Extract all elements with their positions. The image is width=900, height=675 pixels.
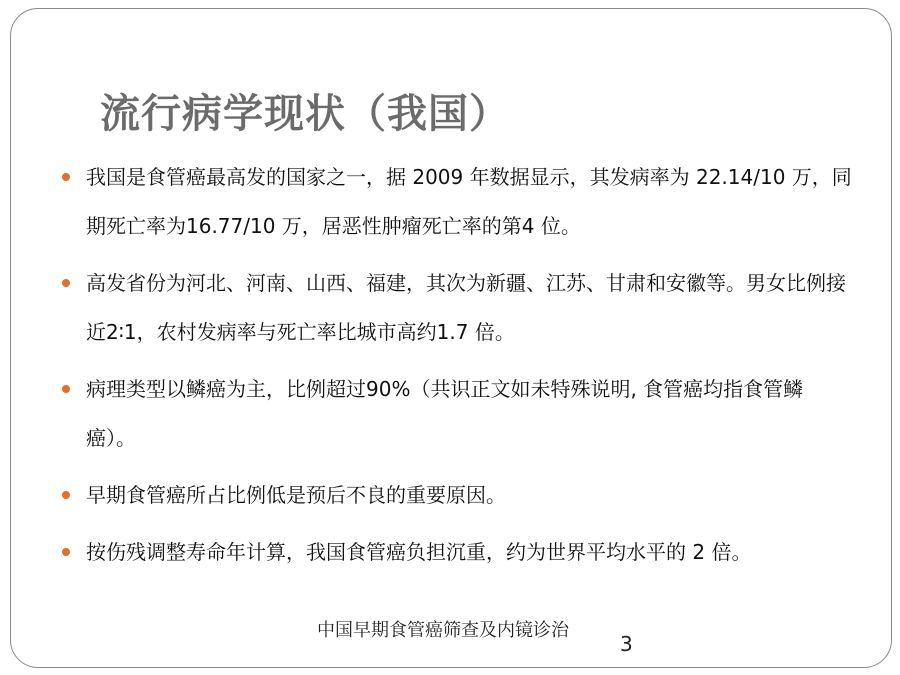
bullet-text: 我国是食管癌最高发的国家之一，据 2009 年数据显示，其发病率为 22.14/10 万，同期死亡率为16.77/10 万，居恶性肿瘤死亡率的第4 位。 xyxy=(86,165,852,238)
bullet-dot-icon xyxy=(62,548,70,556)
bullet-item xyxy=(62,365,852,463)
bullet-dot-icon xyxy=(62,491,70,499)
bullet-text: 高发省份为河北、河南、山西、福建，其次为新疆、江苏、甘肃和安徽等。男女比例接近2∶1，农村发病率与死亡率比城市高约1.7 倍。 xyxy=(86,271,846,344)
bullet-dot-icon xyxy=(62,385,70,393)
bullet-text: 按伤残调整寿命年计算，我国食管癌负担沉重，约为世界平均水平的 2 倍。 xyxy=(86,540,752,564)
slide-title: 流行病学现状（我国） xyxy=(100,91,510,137)
bullet-text: 早期食管癌所占比例低是预后不良的重要原因。 xyxy=(86,483,506,507)
bullet-item xyxy=(62,259,852,357)
bullet-text: 病理类型以鳞癌为主，比例超过90%（共识正文如未特殊说明, 食管癌均指食管鳞癌）。 xyxy=(86,377,804,450)
footer-title: 中国早期食管癌筛查及内镜诊治 xyxy=(317,620,569,641)
bullet-item xyxy=(62,153,852,251)
bullet-item xyxy=(62,471,852,520)
page-number: 3 xyxy=(620,632,633,656)
bullet-dot-icon xyxy=(62,279,70,287)
bullet-list xyxy=(62,153,852,585)
bullet-dot-icon xyxy=(62,173,70,181)
bullet-item xyxy=(62,528,852,577)
